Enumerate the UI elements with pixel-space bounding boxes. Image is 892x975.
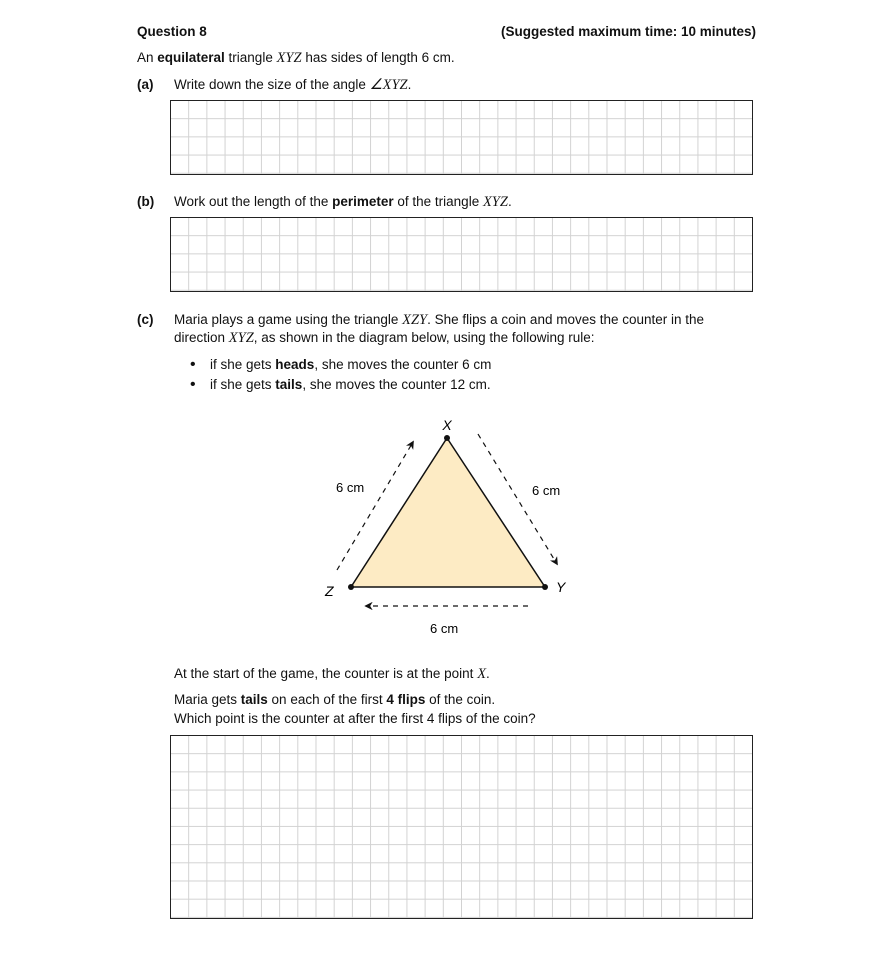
vertex-z-label: Z — [325, 583, 334, 599]
question-number: Question 8 — [137, 24, 207, 39]
part-c-line1-var: XZY — [402, 312, 428, 328]
part-c-line2-pre: direction — [174, 330, 229, 345]
start-var: X — [477, 666, 487, 682]
triangle-shape — [351, 438, 545, 587]
part-c-line2-post: , as shown in the diagram below, using the following rule: — [253, 330, 595, 345]
tails-text — [174, 692, 495, 707]
rule-tails-post: , she moves the counter 12 cm. — [302, 377, 491, 392]
part-c-question: Which point is the counter at after the first 4 flips of the coin? — [174, 711, 536, 726]
part-c-line1-post: . She flips a coin and moves the counter in the — [427, 312, 705, 327]
vertex-x-label: X — [442, 417, 452, 433]
time-note: (Suggested maximum time: 10 minutes) — [501, 24, 757, 39]
tails-pre: Maria gets — [174, 692, 241, 707]
part-a-angle: ∠XYZ — [369, 77, 408, 93]
rule-tails-pre: if she gets — [210, 377, 276, 392]
point-z-marker — [348, 584, 354, 590]
tails-bold1: tails — [240, 692, 268, 707]
part-b-end: . — [507, 194, 512, 209]
part-b-var: XYZ — [482, 194, 508, 210]
tails-mid: on each of the first — [267, 692, 387, 707]
rule-heads-post: , she moves the counter 6 cm — [314, 357, 492, 372]
side-left-label: 6 cm — [336, 480, 365, 495]
tails-post: of the coin. — [425, 692, 496, 707]
answer-box-c[interactable] — [170, 735, 753, 919]
part-a-text: Write down the size of the angle — [174, 77, 370, 92]
intro-post: has sides of length 6 cm. — [301, 50, 455, 65]
part-b-mid: of the triangle — [393, 194, 483, 209]
part-c-line1-pre: Maria plays a game using the triangle — [174, 312, 403, 327]
intro-pre: An — [137, 50, 158, 65]
rule-heads-bold: heads — [275, 357, 315, 372]
intro-mid: triangle — [224, 50, 277, 65]
point-y-marker — [542, 584, 548, 590]
side-bottom-label: 6 cm — [430, 621, 459, 636]
part-a-label: (a) — [137, 77, 154, 92]
start-text — [174, 666, 490, 683]
part-b-label: (b) — [137, 194, 155, 209]
start-end: . — [486, 666, 490, 681]
part-c-label: (c) — [137, 312, 154, 327]
part-a-end: . — [407, 77, 412, 92]
intro-var: XYZ — [276, 50, 302, 66]
tails-bold2: 4 flips — [386, 692, 426, 707]
part-b-pre: Work out the length of the — [174, 194, 333, 209]
part-c-line2-var: XYZ — [228, 330, 254, 346]
part-b-bold: perimeter — [332, 194, 394, 209]
intro-bold: equilateral — [157, 50, 225, 65]
rule-tails-bold: tails — [275, 377, 303, 392]
rule-heads-pre: if she gets — [210, 357, 276, 372]
side-right-label: 6 cm — [532, 483, 561, 498]
point-x-marker — [444, 435, 450, 441]
vertex-y-label: Y — [556, 579, 566, 595]
start-pre: At the start of the game, the counter is at the point — [174, 666, 478, 681]
